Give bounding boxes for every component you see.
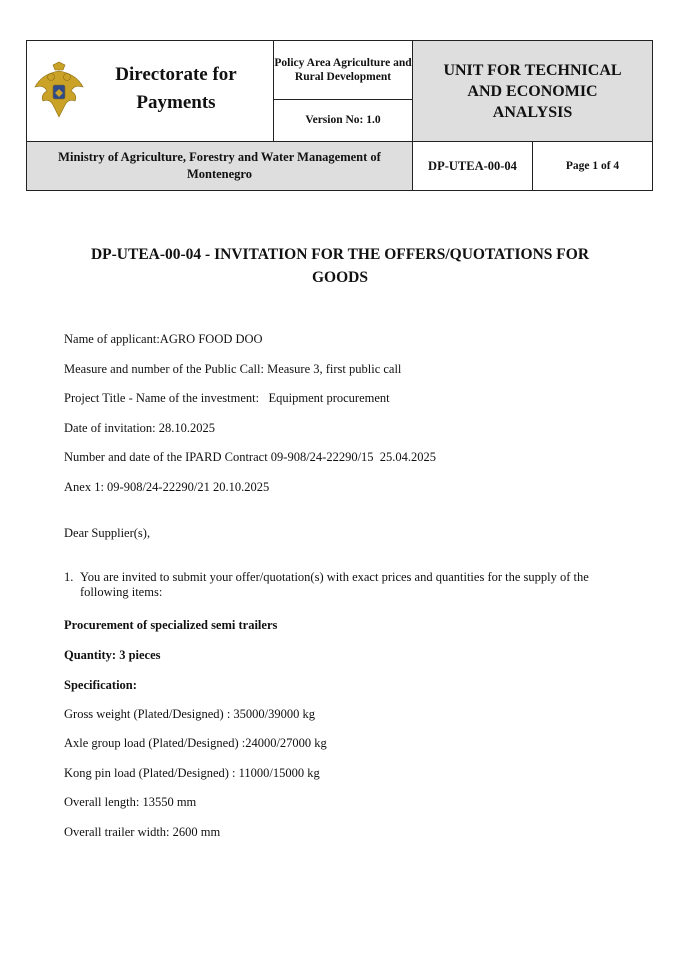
document-title: DP-UTEA-00-04 - INVITATION FOR THE OFFERS/QUOTATIONS FOR GOODS — [90, 246, 590, 286]
item-number: 1. — [64, 570, 74, 584]
directorate-title: Directorate for Payments — [115, 64, 237, 113]
policy-area: Policy Area Agriculture and Rural Development — [274, 41, 413, 100]
applicant-name: Name of applicant:AGRO FOOD DOO — [64, 332, 263, 346]
unit-title: UNIT FOR TECHNICAL AND ECONOMIC ANALYSIS — [413, 41, 653, 142]
spec-overall-length: Overall length: 13550 mm — [64, 795, 197, 809]
spec-trailer-width: Overall trailer width: 2600 mm — [64, 825, 221, 839]
project-title: Project Title - Name of the investment: Equipment procurement — [64, 391, 390, 405]
ministry-name: Ministry of Agriculture, Forestry and Water Management of Montenegro — [27, 142, 413, 191]
annex-number: Anex 1: 09-908/24-22290/21 20.10.2025 — [64, 480, 270, 494]
greeting: Dear Supplier(s), — [64, 526, 151, 540]
ipard-contract: Number and date of the IPARD Contract 09-908/24-22290/15 25.04.2025 — [64, 450, 437, 464]
spec-gross-weight: Gross weight (Plated/Designed) : 35000/39000 kg — [64, 707, 316, 721]
directorate-cell — [27, 41, 274, 142]
list-item — [64, 570, 624, 600]
coat-of-arms-icon — [33, 61, 85, 121]
item-text: You are invited to submit your offer/quotation(s) with exact prices and quantities for the supply of the following items: — [80, 570, 589, 599]
spec-king-pin-load: Kong pin load (Plated/Designed) : 11000/15000 kg — [64, 766, 320, 780]
procurement-title: Procurement of specialized semi trailers — [64, 618, 278, 632]
page-number: Page 1 of 4 — [533, 142, 653, 191]
invitation-date: Date of invitation: 28.10.2025 — [64, 421, 216, 435]
quantity: Quantity: 3 pieces — [64, 648, 161, 662]
version-number: Version No: 1.0 — [274, 99, 413, 141]
document-header — [26, 40, 653, 191]
specification-heading: Specification: — [64, 678, 137, 692]
document-code: DP-UTEA-00-04 — [413, 142, 533, 191]
spec-axle-load: Axle group load (Plated/Designed) :24000/27000 kg — [64, 736, 327, 750]
public-call-measure: Measure and number of the Public Call: Measure 3, first public call — [64, 362, 402, 376]
